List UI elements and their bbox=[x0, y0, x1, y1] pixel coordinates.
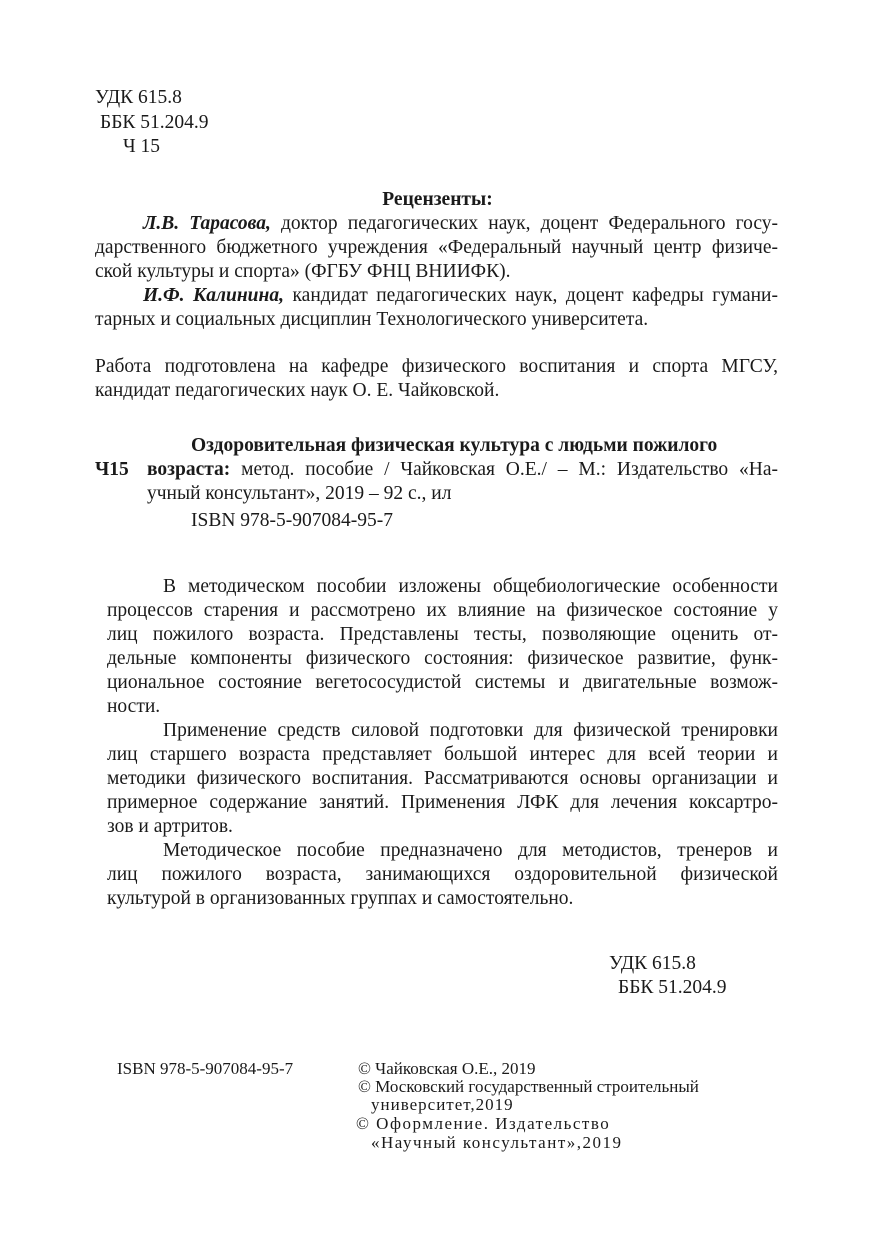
reviewer-2-line-1: И.Ф. Калинина, кандидат педагогических наук, доцент кафедры гумани- bbox=[143, 285, 778, 306]
reviewer-1-line-3: ской культуры и спорта» (ФГБУ ФНЦ ВНИИФК). bbox=[95, 261, 511, 282]
abstract-p1-line: циональное состояние вегетососудистой системы и двигательные возмож- bbox=[107, 672, 778, 693]
abstract-p2-line: лиц старшего возраста представляет большой интерес для всей теории и bbox=[107, 744, 778, 765]
copyright-isbn: ISBN 978-5-907084-95-7 bbox=[117, 1059, 294, 1078]
copyright-university-line-1: © Московский государственный строительный bbox=[358, 1077, 699, 1096]
abstract-p3-line: лиц пожилого возраста, занимающихся оздоровительной физической bbox=[107, 864, 778, 885]
abstract-p2-line: примерное содержание занятий. Применения ЛФК для лечения коксартро- bbox=[107, 792, 778, 813]
book-title-line-1: Оздоровительная физическая культура с людьми пожилого bbox=[191, 435, 718, 456]
copyright-design-line-1: © Оформление. Издательство bbox=[356, 1114, 611, 1133]
reviewers-heading: Рецензенты: bbox=[382, 189, 493, 210]
reviewer-1-name: Л.В. Тарасова, bbox=[143, 213, 271, 234]
abstract-p2-line: Применение средств силовой подготовки для физической тренировки bbox=[163, 720, 778, 741]
footer-udk-code: УДК 615.8 bbox=[609, 953, 696, 974]
copyright-university-line-2: университет,2019 bbox=[371, 1095, 514, 1114]
abstract-p3-line: культурой в организованных группах и самостоятельно. bbox=[107, 888, 574, 909]
book-title-line-2: возраста: метод. пособие / Чайковская О.Е./ – М.: Издательство «На- bbox=[147, 459, 778, 480]
abstract-p3-line: Методическое пособие предназначено для методистов, тренеров и bbox=[163, 840, 778, 861]
author-mark: Ч 15 bbox=[123, 136, 161, 157]
abstract-p1-line: ности. bbox=[107, 696, 161, 717]
abstract-p2-line: методики физического воспитания. Рассматриваются основы организации и bbox=[107, 768, 778, 789]
reviewer-2-line-2: тарных и социальных дисциплин Технологического университета. bbox=[95, 309, 649, 330]
abstract-p1-line: лиц пожилого возраста. Представлены тесты, позволяющие оценить от- bbox=[107, 624, 778, 645]
copyright-author: © Чайковская О.Е., 2019 bbox=[358, 1059, 536, 1078]
biblio-mark: Ч15 bbox=[95, 459, 129, 480]
abstract-p2-line: зов и артритов. bbox=[107, 816, 233, 837]
reviewer-1-line-2: дарственного бюджетного учреждения «Федеральный научный центр физиче- bbox=[95, 237, 778, 258]
prepared-line-1: Работа подготовлена на кафедре физического воспитания и спорта МГСУ, bbox=[95, 356, 778, 377]
biblio-isbn: ISBN 978-5-907084-95-7 bbox=[191, 510, 394, 531]
abstract-p1-line: дельные компоненты физического состояния: физическое развитие, функ- bbox=[107, 648, 778, 669]
footer-bbk-code: ББК 51.204.9 bbox=[618, 977, 727, 998]
reviewer-1-line-1: Л.В. Тарасова, доктор педагогических наук, доцент Федерального госу- bbox=[143, 213, 779, 234]
prepared-line-2: кандидат педагогических наук О. Е. Чайковской. bbox=[95, 380, 500, 401]
biblio-line-3: учный консультант», 2019 – 92 с., ил bbox=[147, 483, 452, 504]
reviewer-2-name: И.Ф. Калинина, bbox=[143, 285, 284, 306]
bbk-code: ББК 51.204.9 bbox=[100, 112, 209, 133]
udk-code: УДК 615.8 bbox=[95, 87, 182, 108]
abstract-p1-line: В методическом пособии изложены общебиологические особенности bbox=[163, 576, 778, 597]
abstract-p1-line: процессов старения и рассмотрено их влияние на физическое состояние у bbox=[107, 600, 778, 621]
copyright-design-line-2: «Научный консультант»,2019 bbox=[371, 1133, 623, 1152]
